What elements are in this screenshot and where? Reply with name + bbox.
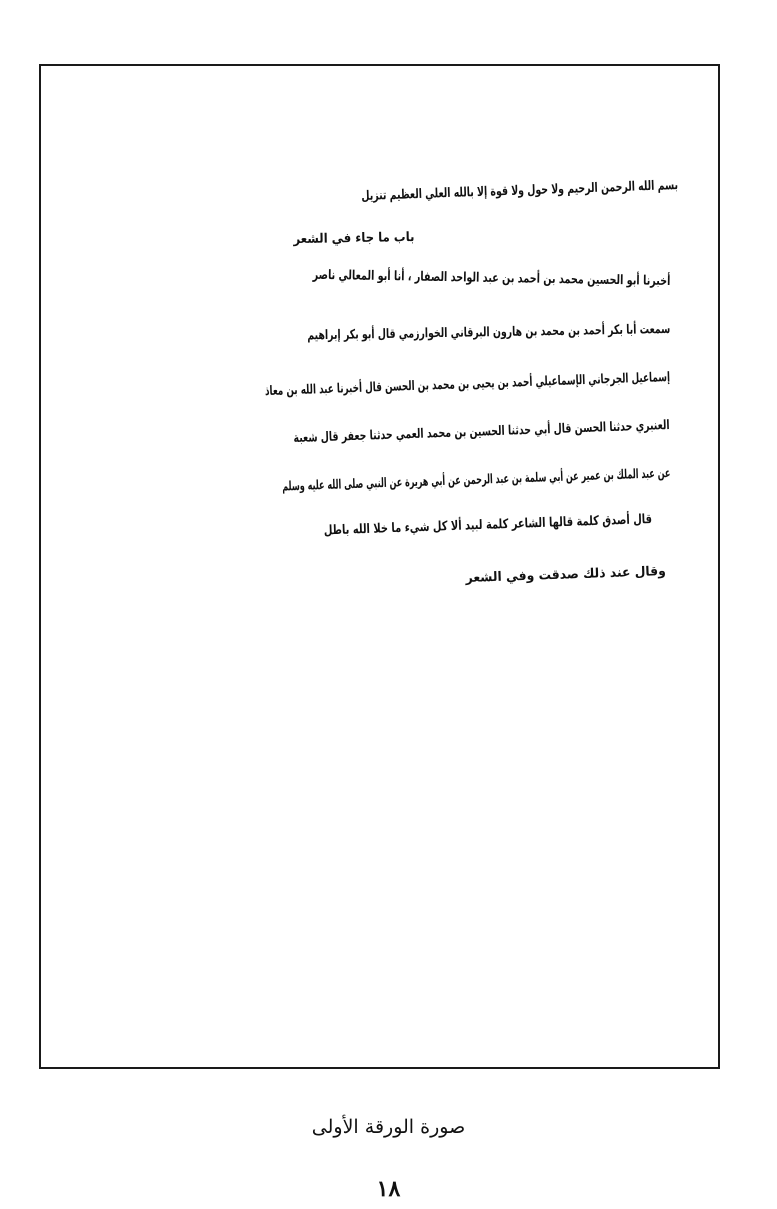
- page-number: ١٨: [376, 1176, 401, 1202]
- manuscript-line: أخبرنا أبو الحسين محمد بن أحمد بن عبد الواحد الصفار ، أنا أبو المعالي ناصر: [312, 267, 671, 289]
- manuscript-page: [41, 66, 722, 1071]
- manuscript-line: باب ما جاء في الشعر: [292, 230, 415, 248]
- manuscript-frame: [39, 64, 720, 1069]
- manuscript-line: عن عبد الملك بن عمير عن أبي سلمة بن عبد الرحمن عن أبي هريرة عن النبي صلى الله عليه وسلم: [281, 466, 671, 495]
- manuscript-line: وقال عند ذلك صدقت وفي الشعر: [465, 564, 667, 586]
- manuscript-line: بسم الله الرحمن الرحيم ولا حول ولا قوة إلا بالله العلي العظيم تنزيل: [361, 178, 679, 205]
- figure-caption: صورة الورقة الأولى: [311, 1116, 466, 1138]
- manuscript-line: سمعت أبا بكر أحمد بن محمد بن هارون البرقاني الخوارزمي قال أبو بكر إبراهيم: [306, 322, 671, 344]
- manuscript-line: قال أصدق كلمة قالها الشاعر كلمة لبيد ألا كل شيء ما خلا الله باطل: [323, 512, 653, 539]
- manuscript-line: العنبري حدثنا الحسن قال أبي حدثنا الحسين بن محمد العمي حدثنا جعفر قال شعبة: [293, 418, 671, 447]
- manuscript-line: إسماعيل الجرجاني الإسماعيلي أحمد بن يحيى بن محمد بن الحسن قال أخبرنا عبد الله بن معاذ: [264, 370, 671, 400]
